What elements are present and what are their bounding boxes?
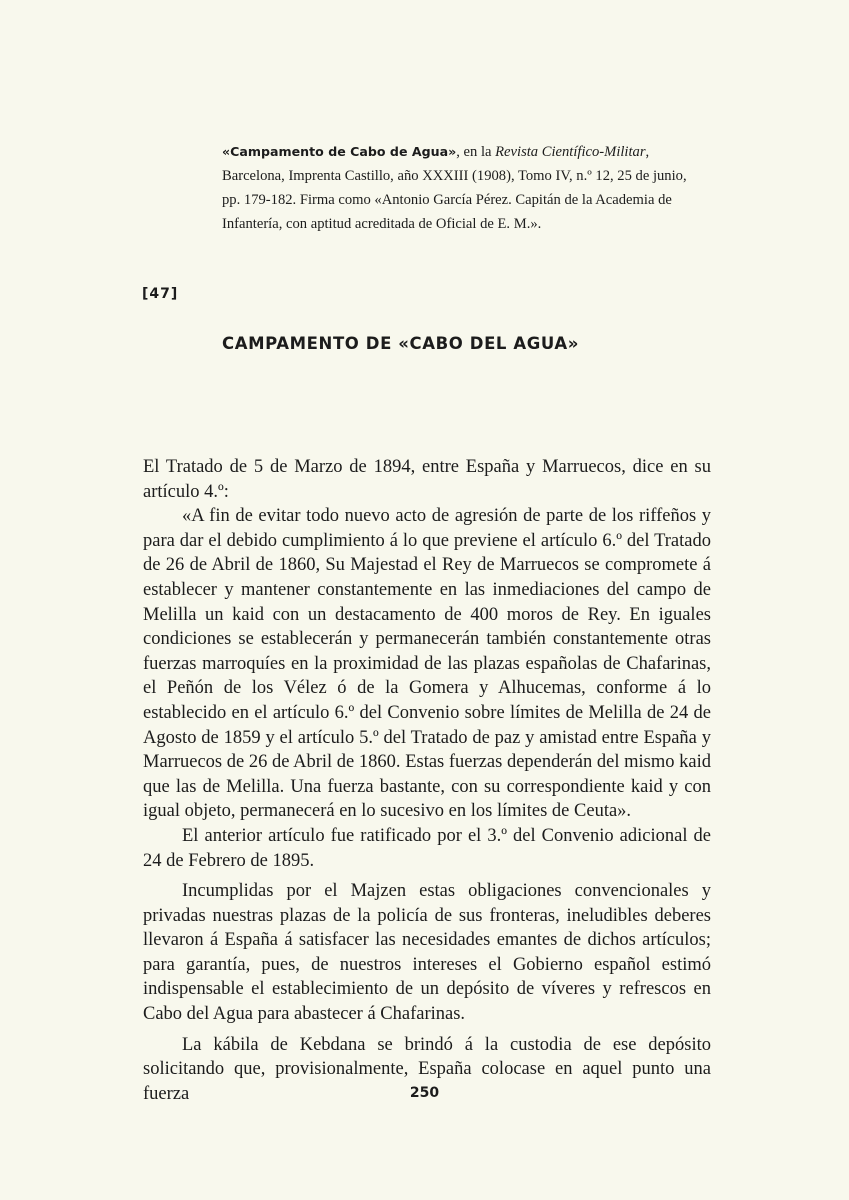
source-note-text: , en la [456, 144, 496, 160]
source-note [222, 140, 692, 236]
paragraph: «A fin de evitar todo nuevo acto de agresión de parte de los riffeños y para dar el debido cumplimiento á lo que previene el artículo 6.º del Tratado de 26 de Abril de 1860, Su Majestad el Rey de Marruecos se compromete á establecer y mantener constantemente en las inmediaciones del campo de Melilla un kaid con un destacamento de 400 moros de Rey. En iguales condiciones se establecerán y permanecerán también constantemente otras fuerzas marroquíes en la proximidad de las plazas españolas de Chafarinas, el Peñón de los Vélez ó de la Gomera y Alhucemas, conforme á lo establecido en el artículo 6.º del Convenio sobre límites de Melilla de 24 de Agosto de 1859 y el artículo 5.º del Tratado de paz y amistad entre España y Marruecos de 26 de Abril de 1860. Estas fuerzas dependerán del mismo kaid que las de Melilla. Una fuerza bastante, con su correspondiente kaid y con igual objeto, permanecerá en lo sucesivo en los límites de Ceuta». [143, 506, 711, 822]
page-number: 250 [409, 1085, 440, 1101]
paragraph: El anterior artículo fue ratificado por el 3.º del Convenio adicional de 24 de Febrero de 1895. [143, 825, 711, 871]
paragraph: La kábila de Kebdana se brindó á la custodia de ese depósito solicitando que, provisionalmente, España colocase en aquel punto una fuerza [143, 1034, 711, 1104]
paragraph: El Tratado de 5 de Marzo de 1894, entre España y Marruecos, dice en su artículo 4.º: [143, 457, 711, 502]
source-note-details: , Barcelona, Imprenta Castillo, año XXXIII (1908), Tomo IV, n.º 12, 25 de junio, pp. 179-182. Firma como «Antonio García Pérez. Capitán de la Academia de Infantería, con aptitud acreditada de Oficial de E. M.». [222, 144, 687, 232]
source-note-journal: Revista Científico-Militar [495, 144, 646, 160]
paragraph: Incumplidas por el Majzen estas obligaciones convencionales y privadas nuestras plazas de la policía de sus fronteras, ineludibles deberes llevaron á España á satisfacer las necesidades emantes de dichos artículos; para garantía, pues, de nuestros intereses el Gobierno español estimó indispensable el establecimiento de un depósito de víveres y refrescos en Cabo del Agua para abastecer á Chafarinas. [143, 881, 711, 1025]
page-title: CAMPAMENTO DE «CABO DEL AGUA» [222, 334, 580, 353]
document-number: [47] [142, 286, 179, 302]
source-note-title: «Campamento de Cabo de Agua» [222, 144, 457, 159]
main-text [143, 455, 711, 1106]
